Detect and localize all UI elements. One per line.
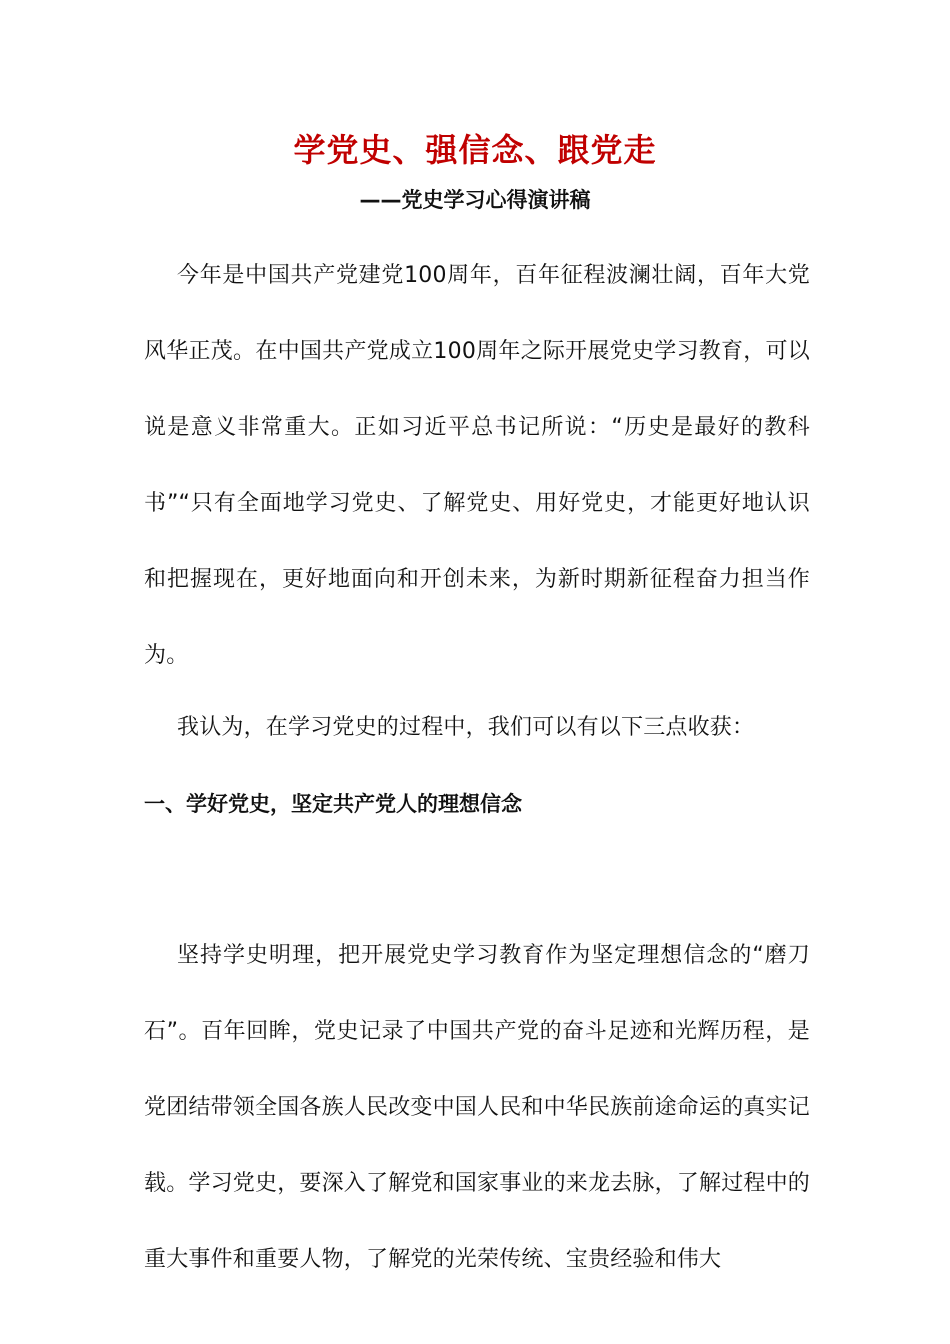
body-paragraph: 今年是中国共产党建党100周年，百年征程波澜壮阔，百年大党风华正茂。在中国共产党成立100周年之际开展党史学习教育，可以说是意义非常重大。正如习近平总书记所说：“历史是最好的教科书”“只有全面地学习党史、了解党史、用好党史，才能更好地认识和把握现在，更好地面向和开创未来，为新时期新征程奋力担当作为。	[144, 263, 810, 668]
section-heading: 一、学好党史，坚定共产党人的理想信念	[144, 792, 522, 816]
document-title: 学党史、强信念、跟党走	[293, 131, 657, 169]
body-paragraph: 我认为，在学习党史的过程中，我们可以有以下三点收获：	[177, 715, 755, 740]
body-paragraph: 坚持学史明理，把开展党史学习教育作为坚定理想信念的“磨刀石”。百年回眸，党史记录了中国共产党的奋斗足迹和光辉历程，是党团结带领全国各族人民改变中国人民和中华民族前途命运的真实记载。学习党史，要深入了解党和国家事业的来龙去脉，了解过程中的重大事件和重要人物，了解党的光荣传统、宝贵经验和伟大	[144, 943, 811, 1272]
document-subtitle: ——党史学习心得演讲稿	[359, 188, 591, 212]
